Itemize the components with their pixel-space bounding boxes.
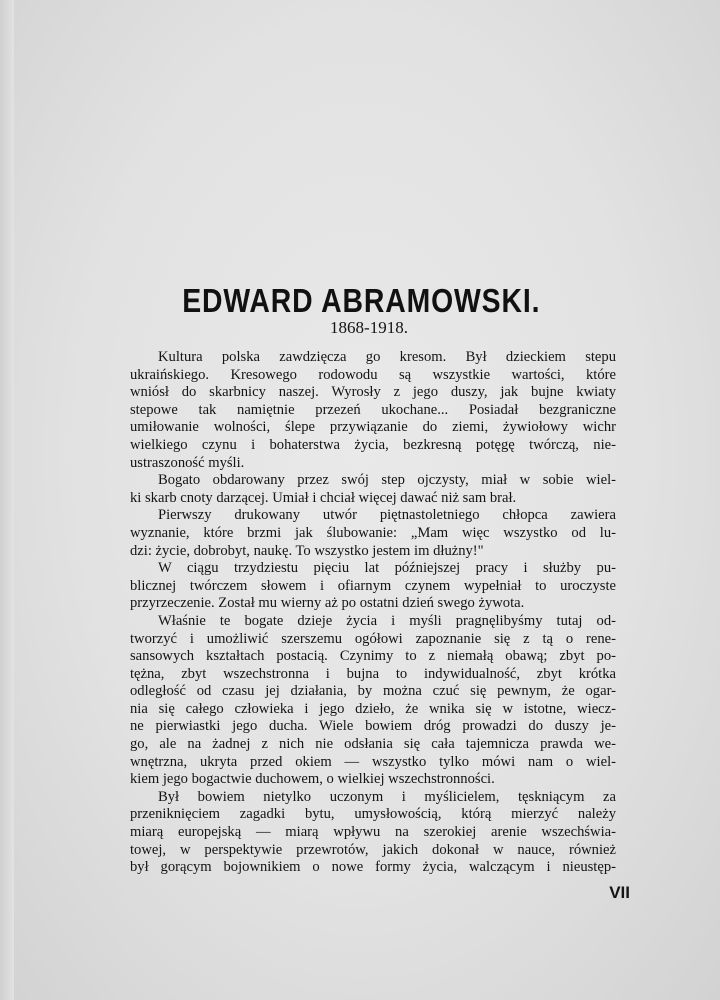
text-line: przyrzeczenie. Został mu wierny aż po ostatni dzień swego żywota. (130, 595, 525, 612)
text-line: blicznej twórczem słowem i ofiarnym czynem wypełniał to uroczyste (130, 577, 616, 594)
text-line: kiem jego bogactwie duchowem, o wielkiej wszechstronności. (130, 771, 495, 788)
text-line: umiłowanie wolności, ślepe przywiązanie do ziemi, żywiołowy wichr (130, 419, 616, 436)
text-line: go, ale na żadnej z nich nie odsłania się cała tajemnicza prawda we- (130, 736, 616, 753)
text-line: wyznanie, które brzmi jak ślubowanie: „Mam więc wszystko od lu- (130, 524, 616, 541)
page-number: VII (609, 883, 630, 902)
text-line: towej, w perspektywie przewrotów, jakich dokonał w nauce, również (130, 841, 616, 858)
text-line: Pierwszy drukowany utwór piętnastoletniego chłopca zawiera (158, 507, 616, 524)
text-line: tężna, zbyt wszechstronna i bujna to indywidualność, zbyt krótka (130, 665, 616, 682)
text-line: wnętrzna, ukryta przed okiem — wszystko tylko mówi nam o wiel- (130, 753, 616, 770)
text-line: przeniknięciem zagadki bytu, umysłowością, którą mierzyć należy (130, 806, 616, 823)
text-line: był gorącym bojownikiem o nowe formy życia, walczącym i nieustęp- (130, 859, 616, 876)
text-line: odległość od czasu jej działania, by można czuć się pewnym, że ogar- (130, 683, 616, 700)
text-line: Był bowiem nietylko uczonym i myślicielem, tęskniącym za (158, 788, 616, 805)
life-dates: 1868-1918. (330, 318, 408, 337)
text-line: ki skarb cnoty darzącej. Umiał i chciał więcej dawać niż sam brał. (130, 489, 517, 506)
text-line: wniósł do skarbnicy naszej. Wyrosły z jego duszy, jak bujne kwiaty (130, 384, 616, 401)
text-line: ustraszoność myśli. (130, 454, 245, 471)
text-line: ne pierwiastki jego ducha. Wiele bowiem dróg prowadzi do duszy je- (130, 718, 616, 735)
text-line: Bogato obdarowany przez swój step ojczysty, miał w sobie wiel- (158, 472, 616, 489)
text-line: nia się całego człowieka i jego dzieło, że wnika się w istotne, wiecz- (130, 700, 616, 717)
text-line: miarą europejską — miarą wpływu na szerokiej arenie wszechświa- (130, 824, 616, 841)
text-line: Właśnie te bogate dzieje życia i myśli pragnęlibyśmy tutaj od- (158, 612, 616, 629)
text-line: sansowych kształtach postacią. Czynimy to z niemałą obawą; zbyt po- (130, 648, 616, 665)
text-line: dzi: życie, dobrobyt, naukę. To wszystko jestem im dłużny!" (130, 542, 484, 559)
text-line: wielkiego czynu i bohaterstwa życia, bezkresną potęgę twórczą, nie- (130, 436, 616, 453)
body-text (130, 349, 616, 877)
text-line: tworzyć i umożliwić szerszemu ogółowi zapoznanie się z tą o rene- (130, 630, 616, 647)
text-line: Kultura polska zawdzięcza go kresom. Był dzieckiem stepu (158, 349, 616, 365)
text-line: stepowe tak namiętnie przezeń ukochane... Posiadał bezgraniczne (130, 401, 616, 418)
chapter-title: EDWARD ABRAMOWSKI. (182, 282, 541, 319)
text-line: W ciągu trzydziestu pięciu lat późniejszej pracy i służby pu- (158, 560, 616, 577)
text-line: ukraińskiego. Kresowego rodowodu są wszystkie wartości, które (130, 366, 616, 383)
page-edge-shadow (0, 0, 14, 1000)
